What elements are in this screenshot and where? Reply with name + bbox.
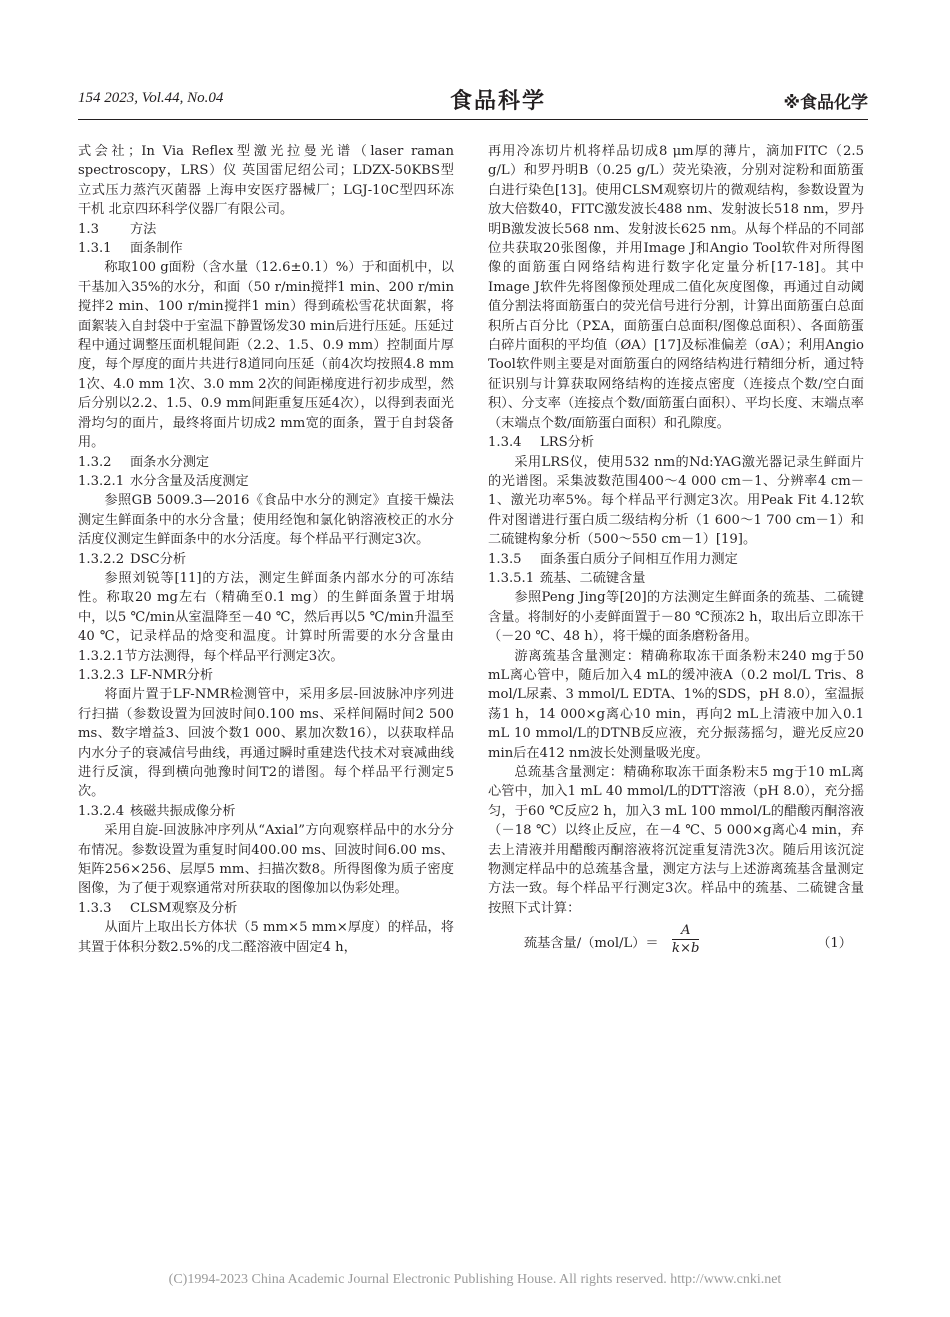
- section-heading: [78, 550, 454, 569]
- section-heading: [78, 899, 454, 918]
- paragraph: 从面片上取出长方体状（5 mm×5 mm×厚度）的样品，将其置于体积分数2.5%的戊二醛溶液中固定4 h，: [78, 920, 454, 955]
- equation-number: （1）: [817, 936, 852, 952]
- section-number: 1.3.2.2: [78, 551, 125, 567]
- section-title: LF-NMR分析: [130, 667, 214, 683]
- paragraph: 将面片置于LF-NMR检测管中，采用多层-回波脉冲序列进行扫描（参数设置为回波时间0.100 ms、采样间隔时间2 500 ms、数字增益3、回波个数1 000、累加次数16），以获取样品内水分子的衰减信号曲线，再通过瞬时重建迭代技术对衰减曲线进行反演，得到横向弛豫时间T2的谱图。每个样品平行测定5次。: [78, 687, 454, 800]
- section-title: 方法: [130, 221, 157, 237]
- section-heading: [488, 569, 864, 588]
- section-number: 1.3.5: [488, 551, 522, 567]
- section-heading: [78, 239, 454, 258]
- equation-1: [488, 923, 864, 957]
- paragraph: 参照Peng Jing等[20]的方法测定生鲜面条的巯基、二硫键含量。将制好的小麦鲜面置于－80 ℃预冻2 h，取出后立即冻干（－20 ℃、48 h），将干燥的面条磨粉备用。: [488, 590, 864, 645]
- section-title: CLSM观察及分析: [130, 900, 238, 916]
- section-heading: [78, 220, 454, 239]
- paragraph: 采用LRS仪，使用532 nm的Nd:YAG激光器记录生鲜面片的光谱图。采集波数范围400～4 000 cm－1、分辨率4 cm－1、激光功率5%。每个样品平行测定3次。用Peak Fit 4.12软件对图谱进行蛋白质二级结构分析（1 600～1 700 cm－1）和二硫键构象分析（500～550 cm－1）[19]。: [488, 454, 864, 548]
- paragraph: 称取100 g面粉（含水量（12.6±0.1）%）于和面机中，以干基加入35%的水分，和面（50 r/min搅拌1 min、200 r/min搅拌2 min、100 r/min搅拌1 min）得到疏松雪花状面絮，将面絮装入自封袋中于室温下静置饧发30 min后进行压延。压延过程中通过调整压面机辊间距（2.2、1.5、0.9 mm）控制面片厚度，每个厚度的面片共进行8道同向压延（前4次均按照4.8 mm 1次、4.0 mm 1次、3.0 mm 2次的间距梯度进行初步成型，然后分别以2.2、1.5、0.9 mm间距重复压延4次），以得到表面光滑均匀的面片，最终将面片切成2 mm宽的面条，置于自封袋备用。: [78, 260, 454, 451]
- left-column: [78, 142, 454, 957]
- section-title: 面条蛋白质分子间相互作用力测定: [540, 551, 738, 567]
- paragraph: 总巯基含量测定：精确称取冻干面条粉末5 mg于10 mL离心管中，加入1 mL 40 mmol/L的DTT溶液（pH 8.0），充分摇匀，于60 ℃反应2 h，加入3 mL 100 mmol/L的醋酸丙酮溶液（－18 ℃）以终止反应，在－4 ℃、5 000×g离心4 min，弃去上清液并用醋酸丙酮溶液将沉淀重复清洗3次。随后用该沉淀物测定样品中的总巯基含量，测定方法与上述游离巯基含量测定方法一致。每个样品平行测定3次。样品中的巯基、二硫键含量按照下式计算：: [488, 765, 864, 916]
- paragraph: 采用自旋-回波脉冲序列从“Axial”方向观察样品中的水分分布情况。参数设置为重复时间400.00 ms、回波时间6.00 ms、矩阵256×256、层厚5 mm、扫描次数8。所得图像为质子密度图像，为了便于观察通常对所获取的图像加以伪彩处理。: [78, 823, 454, 897]
- equation-denominator: k×b: [672, 941, 700, 957]
- section-number: 1.3.5.1: [488, 570, 535, 586]
- section-number: 1.3.3: [78, 900, 112, 916]
- section-title: 核磁共振成像分析: [130, 803, 236, 819]
- paragraph: 游离巯基含量测定：精确称取冻干面条粉末240 mg于50 mL离心管中，随后加入4 mL的缓冲液A（0.2 mol/L Tris、8 mol/L尿素、3 mmol/L EDTA、1%的SDS，pH 8.0），室温振荡1 h，14 000×g离心10 min，再向2 mL上清液中加入0.1 mL 10 mmol/L的DTNB反应液，充分振荡摇匀，避光反应20 min后在412 nm波长处测量吸光度。: [488, 648, 864, 761]
- equation-lhs: 巯基含量/（mol/L）＝: [524, 936, 659, 952]
- equation-fraction: [672, 922, 699, 957]
- paragraph: 式会社；In Via Reflex型激光拉曼光谱（laser raman spectroscopy，LRS）仪 英国雷尼绍公司；LDZX-50KBS型立式压力蒸汽灭菌器 上海申安医疗器械厂；LGJ-10C型四环冻干机 北京四环科学仪器厂有限公司。: [78, 144, 454, 218]
- section-label: ※食品化学: [783, 93, 868, 113]
- equation-numerator: A: [672, 922, 699, 940]
- section-heading: [488, 433, 864, 452]
- section-number: 1.3.4: [488, 435, 522, 451]
- section-title: LRS分析: [540, 435, 595, 451]
- page-info: 154 2023, Vol.44, No.04: [78, 90, 224, 106]
- journal-logo: 食品科学: [449, 89, 546, 114]
- paragraph: 参照刘锐等[11]的方法，测定生鲜面条内部水分的可冻结性。称取20 mg左右（精确至0.1 mg）的生鲜面条置于坩埚中，以5 ℃/min从室温降至－40 ℃，然后再以5 ℃/min升温至40 ℃，记录样品的焓变和温度。计算时所需要的水分含量由1.3.2.1节方法测得，每个样品平行测定3次。: [78, 570, 454, 664]
- section-number: 1.3.1: [78, 241, 112, 257]
- right-column: [488, 142, 864, 956]
- section-heading: [78, 802, 454, 821]
- page-header: [78, 88, 868, 116]
- section-title: 巯基、二硫键含量: [540, 570, 646, 586]
- header-divider: [78, 119, 868, 120]
- section-title: 面条水分测定: [130, 454, 210, 470]
- section-number: 1.3: [78, 221, 99, 237]
- section-heading: [78, 472, 454, 491]
- section-number: 1.3.2.1: [78, 473, 125, 489]
- section-heading: [78, 453, 454, 472]
- section-heading: [488, 550, 864, 569]
- paragraph: 再用冷冻切片机将样品切成8 μm厚的薄片，滴加FITC（2.5 g/L）和罗丹明B（0.25 g/L）荧光染液，分别对淀粉和面筋蛋白进行染色[13]。使用CLSM观察切片的微观结构，参数设置为放大倍数40，FITC激发波长488 nm、发射波长518 nm，罗丹明B激发波长568 nm、发射波长625 nm。从每个样品的不同部位共获取20张图像，并用Image J和Angio Tool软件对所得图像的面筋蛋白网络结构进行数字化定量分析[17-18]。其中Image J软件先将图像预处理成二值化灰度图像，再通过自动阈值分割法将面筋蛋白的荧光信号进行分割，计算出面筋蛋白总面积所占百分比（PΣA，面筋蛋白总面积/图像总面积）、各面筋蛋白碎片面积的平均值（ØA）[17]及标准偏差（σA）；利用Angio Tool软件则主要是对面筋蛋白的网络结构进行精细分析，通过特征识别与计算获取网络结构的连接点密度（连接点个数/空白面积）、分支率（连接点个数/面筋蛋白面积）、平均长度、末端点率（末端点个数/面筋蛋白面积）和孔隙度。: [488, 144, 864, 431]
- section-heading: [78, 666, 454, 685]
- section-title: DSC分析: [130, 551, 187, 567]
- section-title: 水分含量及活度测定: [130, 473, 249, 489]
- section-number: 1.3.2.3: [78, 667, 125, 683]
- paragraph: 参照GB 5009.3—2016《食品中水分的测定》直接干燥法测定生鲜面条中的水分含量；使用经饱和氯化钠溶液校正的水分活度仪测定生鲜面条中的水分活度。每个样品平行测定3次。: [78, 493, 454, 548]
- section-number: 1.3.2: [78, 454, 112, 470]
- section-title: 面条制作: [130, 241, 183, 257]
- section-number: 1.3.2.4: [78, 803, 125, 819]
- copyright-footer: (C)1994-2023 China Academic Journal Electronic Publishing House. All rights reserved. http://www.cnki.net: [168, 1272, 782, 1287]
